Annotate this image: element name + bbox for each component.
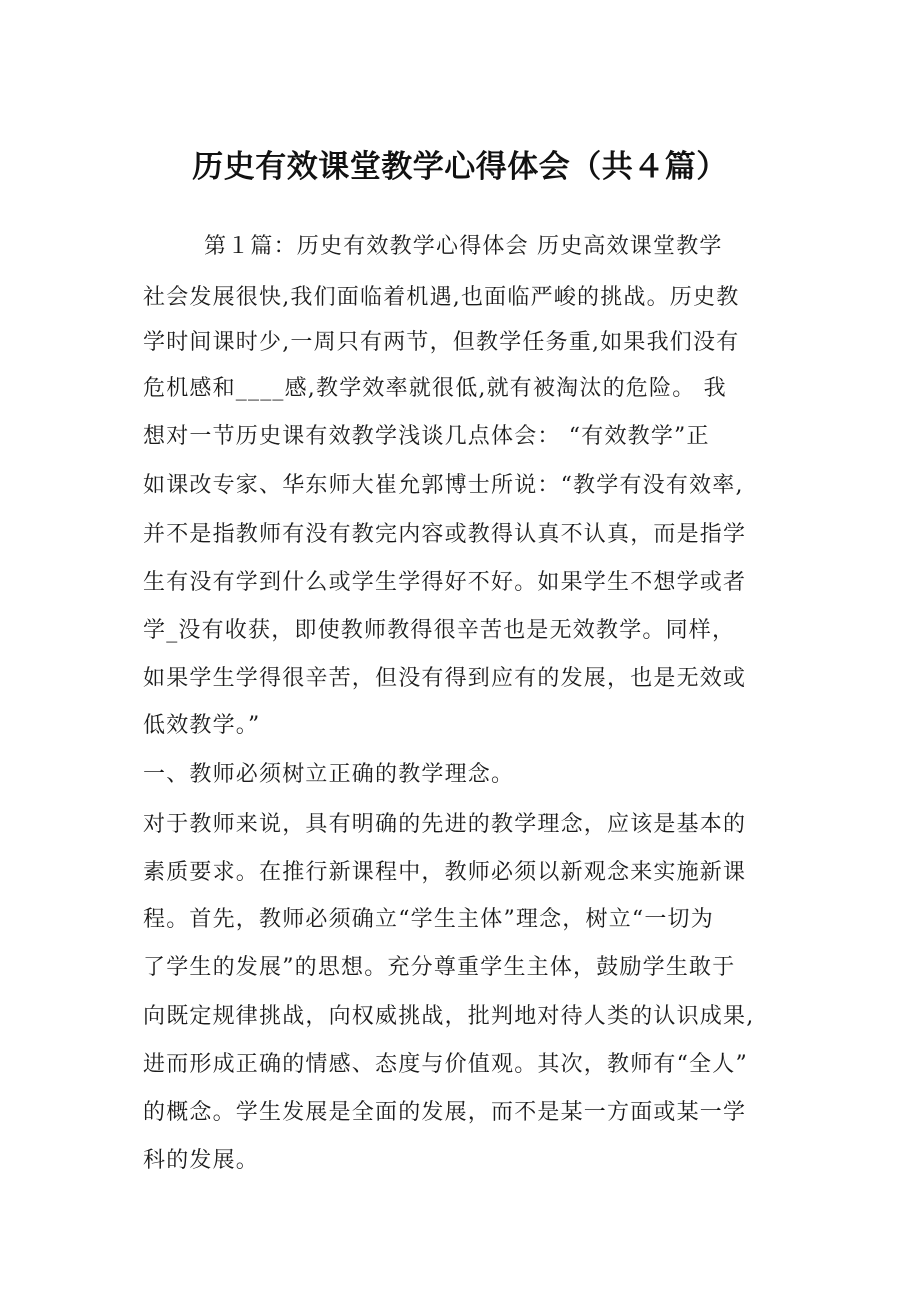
section-heading: 一、教师必须树立正确的教学理念。 [143,762,515,787]
paragraph-line: 社会发展很快,我们面临着机遇,也面临严峻的挑战。历史教 [143,285,740,310]
paragraph-line: 向既定规律挑战，向权威挑战，批判地对待人类的认识成果, [143,1004,755,1029]
paragraph-line: 如课改专家、华东师大崔允郭博士所说：“教学有没有效率, [143,473,744,498]
paragraph-line: 程。首先，教师必须确立“学生主体”理念，树立“一切为 [143,907,714,932]
paragraph-line: 想对一节历史课有效教学浅谈几点体会： “有效教学”正 [143,424,710,449]
section-heading-1: 第１篇：历史有效教学心得体会 历史高效课堂教学 [204,234,723,259]
paragraph-line: 素质要求。在推行新课程中，教师必须以新观念来实施新课 [143,860,747,885]
paragraph-line: 了学生的发展”的思想。充分尊重学生主体，鼓励学生敢于 [143,955,736,980]
paragraph-line: 生有没有学到什么或学生学得好不好。如果学生不想学或者 [143,570,747,595]
document-title: 历史有效课堂教学心得体会（共４篇） [192,149,728,185]
paragraph-line: 低效教学。” [143,713,261,738]
paragraph-line: 并不是指教师有没有教完内容或教得认真不认真，而是指学 [143,522,747,547]
paragraph-line: 对于教师来说，具有明确的先进的教学理念，应该是基本的 [143,812,747,837]
paragraph-line: 科的发展。 [143,1148,260,1173]
paragraph-line: 如果学生学得很辛苦，但没有得到应有的发展，也是无效或 [143,666,747,691]
paragraph-line: 的概念。学生发展是全面的发展，而不是某一方面或某一学 [143,1100,747,1125]
paragraph-line: 学时间课时少,一周只有两节，但教学任务重,如果我们没有 [143,330,740,355]
paragraph-line: 危机感和____感,教学效率就很低,就有被淘汰的危险。 我 [143,376,727,401]
paragraph-line: 进而形成正确的情感、态度与价值观。其次，教师有“全人” [143,1052,748,1077]
paragraph-line: 学_没有收获，即使教师教得很辛苦也是无效教学。同样， [143,618,736,643]
